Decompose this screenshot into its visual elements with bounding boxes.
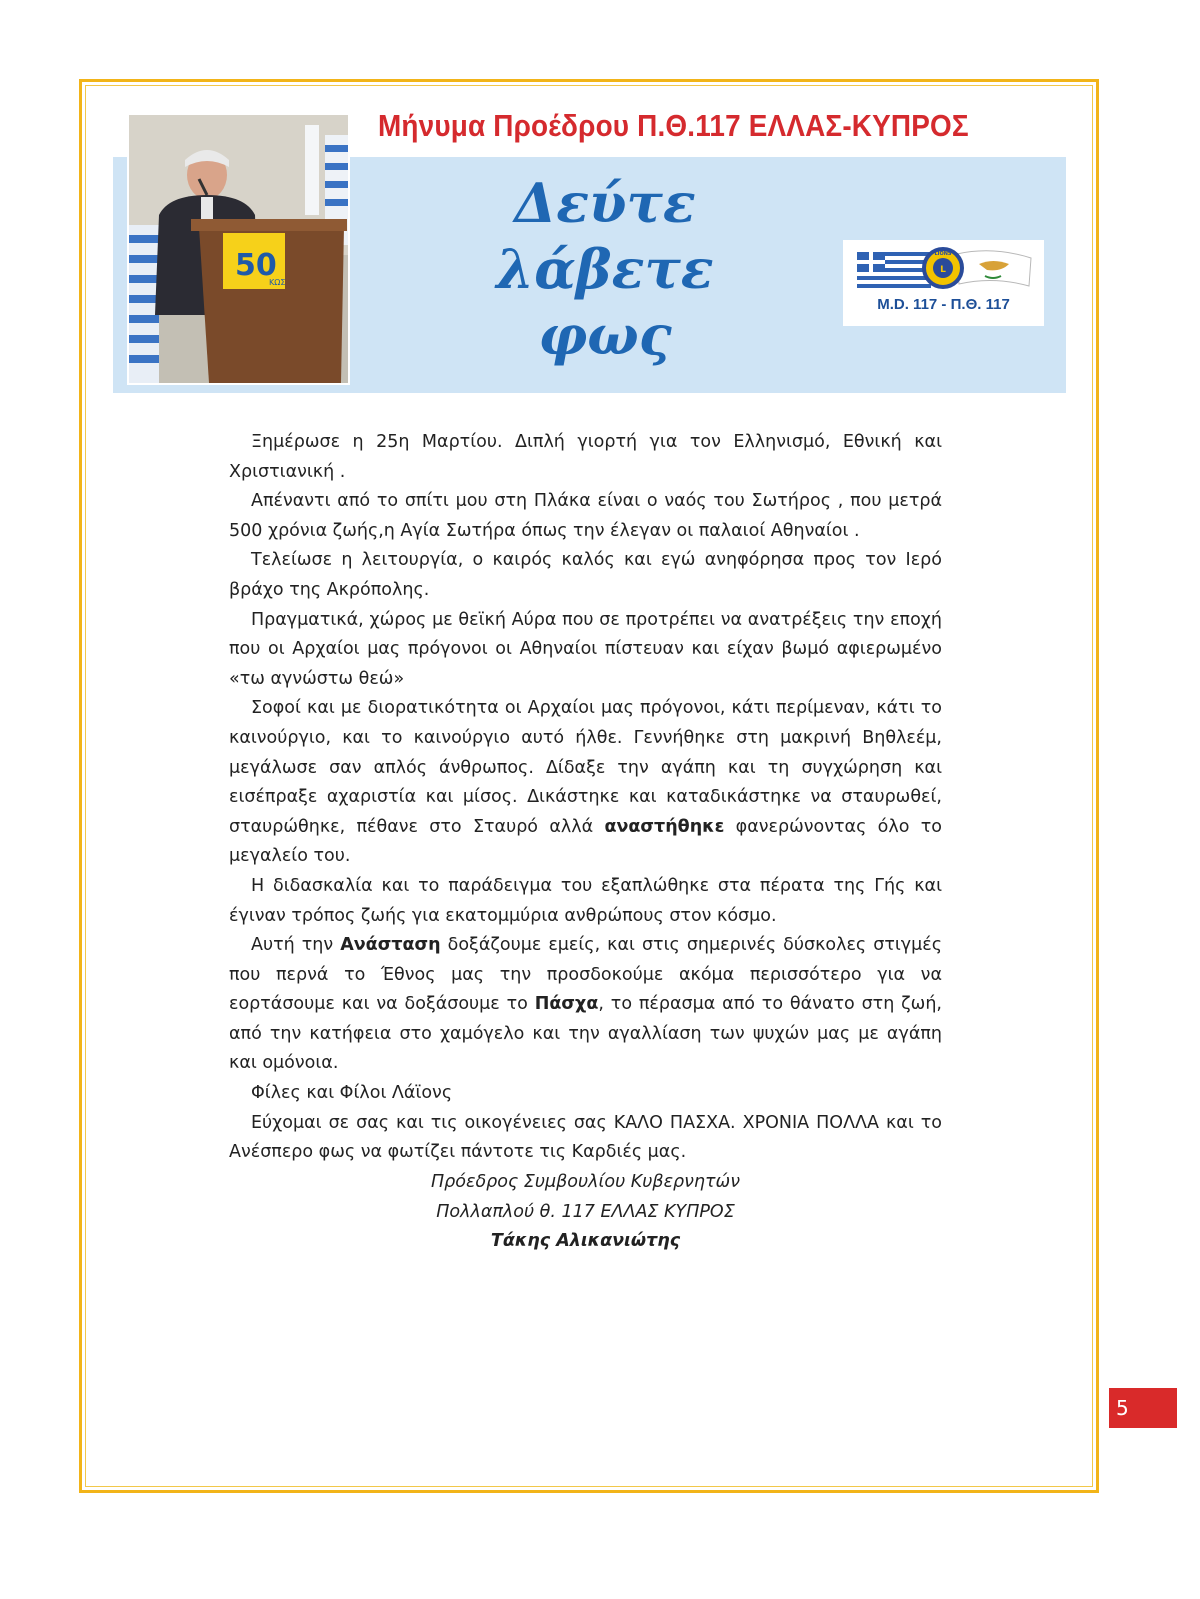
paragraph-7-text-b: δοξάζουμε εμείς, και στις σημερινές δύσκολες στιγμές που περνά το Έθνος μας την προσδοκούμε ακόμα περισσότερο για να εορτάσουμε και να δοξάσουμε το	[229, 935, 942, 1015]
president-photo	[127, 113, 350, 385]
paragraph-9: Εύχομαι σε σας και τις οικογένειες σας ΚΑΛΟ ΠΑΣΧΑ. ΧΡΟΝΙΑ ΠΟΛΛΑ και το Ανέσπερο φως να φωτίζει πάντοτε τις Καρδιές μας.	[229, 1112, 942, 1163]
main-title-line-2: λάβετε	[496, 237, 714, 301]
paragraph-5-text-a: Σοφοί και με διορατικότητα οι Αρχαίοι μας πρόγονοι, κάτι περίμεναν, κάτι το καινούργιο, και το καινούργιο αυτό ήλθε. Γεννήθηκε στη μακρινή Βηθλεέμ, μεγάλωσε σαν απλός άνθρωπος. Δίδαξε την αγάπη και τη συγχώρηση και εισέπραξε αχαριστία και μίσος. Δικάστηκε και καταδικάστηκε να σταυρωθεί, σταυρώθηκε, πέθανε στο Σταυρό αλλά	[229, 698, 942, 837]
signature-line-1: Πρόεδρος Συμβουλίου Κυβερνητών	[431, 1172, 740, 1192]
district-logo	[843, 240, 1044, 326]
paragraph-6: Η διδασκαλία και το παράδειγμα του εξαπλώθηκε στα πέρατα της Γής και έγιναν τρόπος ζωής για εκατομμύρια ανθρώπους στον κόσμο.	[229, 875, 942, 926]
paragraph-2: Απέναντι από το σπίτι μου στη Πλάκα είναι ο ναός του Σωτήρος , που μετρά 500 χρόνια ζωής,η Αγία Σωτήρα όπως την έλεγαν οι παλαιοί Αθηναίοι .	[229, 491, 942, 541]
main-title	[490, 170, 720, 368]
signature-line-2: Πολλαπλού θ. 117 ΕΛΛΑΣ ΚΥΠΡΟΣ	[436, 1201, 735, 1222]
main-title-line-3: φως	[538, 303, 672, 367]
paragraph-1: Ξημέρωσε η 25η Μαρτίου. Διπλή γιορτή για τον Ελληνισμό, Εθνική και Χριστιανική .	[229, 432, 942, 482]
paragraph-3: Τελείωσε η λειτουργία, ο καιρός καλός και εγώ ανηφόρησα προς τον Ιερό βράχο της Ακρόπολης.	[229, 550, 942, 600]
paragraph-7-bold-1: Ανάσταση	[340, 935, 441, 956]
paragraph-7-bold-2: Πάσχα	[534, 994, 599, 1015]
lions-emblem-text: LIONS	[934, 251, 952, 257]
main-title-line-1: Δεύτε	[514, 171, 696, 235]
article-body	[229, 428, 942, 1168]
signature-name: Τάκης Αλικανιώτης	[490, 1231, 681, 1252]
signature-block	[229, 1168, 942, 1257]
paragraph-5-text-b: φανερώνοντας όλο το μεγαλείο του.	[229, 816, 942, 867]
header-title: Μήνυμα Προέδρου Π.Θ.117 ΕΛΛΑΣ-ΚΥΠΡΟΣ	[378, 108, 969, 143]
flags-emblem-icon	[843, 240, 1044, 296]
logo-caption: M.D. 117 - Π.Θ. 117	[877, 296, 1010, 313]
svg-text:L: L	[940, 265, 946, 275]
paragraph-5-bold: αναστήθηκε	[604, 816, 725, 837]
paragraph-7	[229, 931, 942, 1079]
paragraph-5	[229, 694, 942, 872]
paragraph-8: Φίλες και Φίλοι Λάϊονς	[251, 1083, 453, 1104]
paragraph-7-text-a: Αυτή την	[251, 935, 341, 956]
podium-label: 50	[235, 248, 277, 283]
paragraph-4: Πραγματικά, χώρος με θεϊκή Αύρα που σε προτρέπει να ανατρέξεις την εποχή που οι Αρχαίοι μας πρόγονοι οι Αθηναίοι πίστευαν και είχαν βωμό αφιερωμένο «τω αγνώστω θεώ»	[229, 609, 942, 689]
paragraph-7-text-c: , το πέρασμα από το θάνατο στη ζωή, από την κατήφεια στο χαμόγελο και την αγαλλίαση των ψυχών μας με αγάπη και ομόνοια.	[229, 994, 942, 1074]
podium-sublabel: ΚΩΣ	[269, 278, 286, 287]
podium-photo-illustration	[129, 115, 348, 383]
page-number: 5	[1109, 1388, 1177, 1428]
